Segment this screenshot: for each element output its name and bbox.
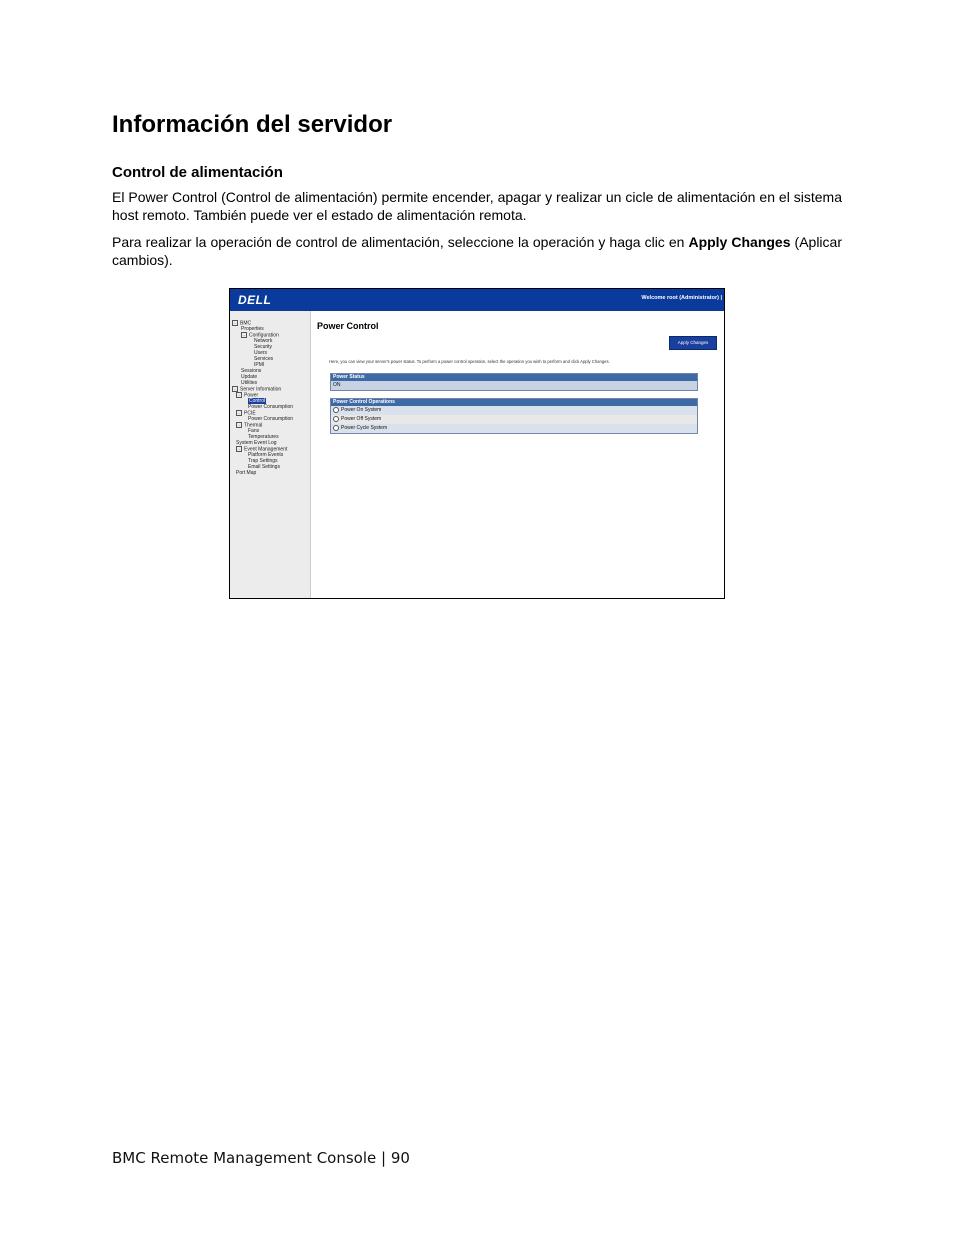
- collapse-icon[interactable]: -: [236, 392, 242, 398]
- subsection-heading: Control de alimentación: [112, 164, 283, 181]
- tree-item-utilities[interactable]: Utilities: [241, 380, 258, 386]
- section-heading: Información del servidor: [112, 111, 393, 138]
- tree-item-control[interactable]: Control: [249, 398, 266, 404]
- tree-item-port-map[interactable]: Port Map: [236, 470, 257, 476]
- instruction-bold: Apply Changes: [688, 234, 791, 250]
- page-footer: BMC Remote Management Console | 90: [112, 1149, 410, 1167]
- radio-icon[interactable]: [333, 425, 339, 431]
- operation-power-on[interactable]: Power On System: [331, 406, 697, 415]
- tree-item-ipmi[interactable]: IPMI: [254, 362, 265, 368]
- power-status-panel: [330, 373, 698, 391]
- collapse-icon[interactable]: -: [236, 422, 242, 428]
- collapse-icon[interactable]: -: [232, 320, 238, 326]
- instruction-prefix: Para realizar la operación de control de alimentación, seleccione la operación y haga clic en: [112, 234, 689, 250]
- tree-item-update[interactable]: Update: [241, 374, 258, 380]
- dell-logo: DELL: [238, 293, 272, 307]
- operation-power-off[interactable]: Power Off System: [331, 415, 697, 424]
- power-status-header: Power Status: [331, 374, 697, 381]
- intro-text: Here, you can view your server's power status. To perform a power control operation, select the operation you wish to perform and click Apply Changes.: [329, 359, 610, 364]
- radio-icon[interactable]: [333, 416, 339, 422]
- power-control-screenshot: [229, 288, 725, 599]
- instruction-suffix: (Aplicar cambios).: [112, 234, 842, 268]
- collapse-icon[interactable]: -: [236, 446, 242, 452]
- tree-item-server-information[interactable]: - Server Information: [232, 386, 281, 392]
- tree-item-power[interactable]: - Power: [236, 392, 258, 398]
- apply-changes-button[interactable]: Apply Changes: [669, 336, 717, 350]
- tree-item-email-settings[interactable]: Email Settings: [248, 464, 280, 470]
- description-paragraph: El Power Control (Control de alimentación) permite encender, apagar y realizar un cicle de alimentación en el sistema host remoto. También puede ver el estado de alimentación remota.: [112, 189, 842, 223]
- tree-item-configuration[interactable]: - Configuration: [241, 332, 279, 338]
- power-status-value: ON: [333, 382, 341, 388]
- tree-item-security[interactable]: Security: [254, 344, 273, 350]
- power-operations-header: Power Control Operations: [331, 399, 697, 406]
- tree-item-power-consumption[interactable]: Power Consumption: [248, 404, 294, 410]
- page-title: Power Control: [317, 321, 379, 331]
- tree-item-temperatures[interactable]: Temperatures: [248, 434, 279, 440]
- sidebar: [230, 311, 311, 598]
- tree-item-thermal[interactable]: - Thermal: [236, 422, 262, 428]
- power-operations-panel: [330, 398, 698, 434]
- tree-item-pcie[interactable]: - PCIE: [236, 410, 256, 416]
- tree-item-bmc[interactable]: - BMC: [232, 320, 251, 326]
- instruction-paragraph: [112, 233, 842, 269]
- welcome-text: Welcome root (Administrator) |: [641, 295, 722, 301]
- tree-item-platform-events[interactable]: Platform Events: [248, 452, 284, 458]
- tree-item-event-management[interactable]: - Event Management: [236, 446, 287, 452]
- header-bar: [230, 289, 724, 311]
- radio-icon[interactable]: [333, 407, 339, 413]
- tree-item-services[interactable]: Services: [254, 356, 274, 362]
- tree-item-network[interactable]: Network: [254, 338, 273, 344]
- main-content: [311, 311, 724, 598]
- operation-power-cycle[interactable]: Power Cycle System: [331, 424, 697, 433]
- tree-item-properties[interactable]: Properties: [241, 326, 264, 332]
- tree-item-pcie-power-consumption[interactable]: Power Consumption: [248, 416, 294, 422]
- tree-item-trap-settings[interactable]: Trap Settings: [248, 458, 278, 464]
- tree-item-system-event-log[interactable]: System Event Log: [236, 440, 277, 446]
- collapse-icon[interactable]: -: [236, 410, 242, 416]
- collapse-icon[interactable]: -: [241, 332, 247, 338]
- tree-item-sessions[interactable]: Sessions: [241, 368, 262, 374]
- collapse-icon[interactable]: -: [232, 386, 238, 392]
- tree-item-fans[interactable]: Fans: [248, 428, 260, 434]
- tree-item-users[interactable]: Users: [254, 350, 268, 356]
